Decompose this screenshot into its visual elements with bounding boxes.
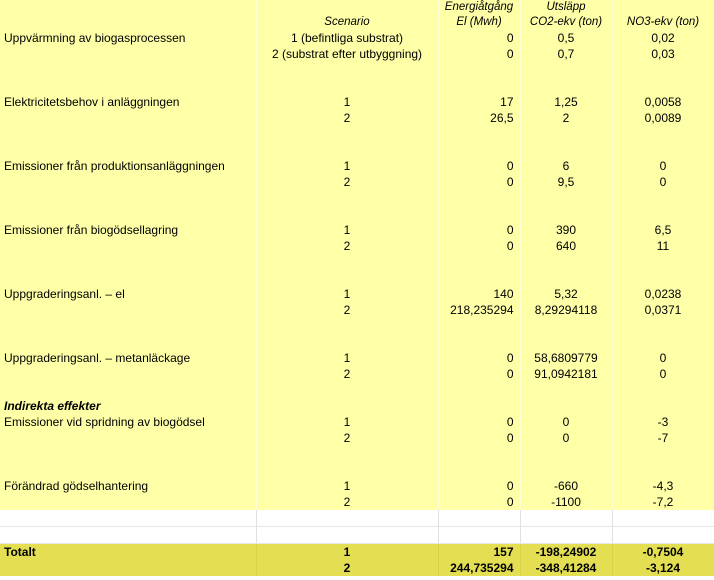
co2-cell[interactable]: 8,29294118 [520, 302, 612, 318]
empty-cell[interactable] [256, 462, 438, 478]
el-cell[interactable]: 0 [438, 350, 520, 366]
row-label[interactable]: Förändrad gödselhantering [0, 478, 256, 494]
empty-cell[interactable] [438, 142, 520, 158]
no3-cell[interactable]: -3 [612, 414, 714, 430]
blank-row [0, 190, 714, 206]
header-row-1 [0, 0, 714, 15]
no3-cell[interactable]: 0,0371 [612, 302, 714, 318]
empty-cell[interactable] [438, 190, 520, 206]
empty-cell[interactable] [256, 254, 438, 270]
table-row [0, 222, 714, 238]
el-cell[interactable]: 0 [438, 414, 520, 430]
empty-cell[interactable] [438, 126, 520, 142]
blank-row [0, 78, 714, 94]
blank-row [0, 382, 714, 398]
header-energy[interactable]: Energiåtgång [438, 0, 520, 15]
el-cell[interactable]: 218,235294 [438, 302, 520, 318]
header-el[interactable]: El (Mwh) [438, 15, 520, 30]
empty-cell[interactable] [520, 510, 612, 527]
empty-cell[interactable] [0, 126, 256, 142]
blank-row [0, 527, 714, 544]
no3-cell[interactable]: 0 [612, 350, 714, 366]
scenario-cell[interactable]: 1 [256, 544, 438, 561]
total-label[interactable]: Totalt [0, 544, 256, 561]
empty-cell[interactable] [0, 62, 256, 78]
empty-cell[interactable] [612, 334, 714, 350]
table-row [0, 158, 714, 174]
empty-cell[interactable] [520, 462, 612, 478]
empty-cell[interactable] [612, 126, 714, 142]
empty-cell[interactable] [520, 126, 612, 142]
empty-cell[interactable] [0, 462, 256, 478]
empty-cell[interactable] [438, 382, 520, 398]
empty-cell[interactable] [256, 382, 438, 398]
no3-cell[interactable]: 0,0238 [612, 286, 714, 302]
el-cell[interactable]: 17 [438, 94, 520, 110]
row-label[interactable]: Uppgraderingsanl. – el [0, 286, 256, 302]
header-blank[interactable] [0, 15, 256, 30]
co2-cell[interactable]: 640 [520, 238, 612, 254]
co2-cell[interactable]: 6 [520, 158, 612, 174]
empty-cell[interactable] [256, 270, 438, 286]
empty-cell[interactable] [0, 46, 256, 62]
scenario-cell[interactable]: 2 [256, 430, 438, 446]
blank-row [0, 510, 714, 527]
co2-cell[interactable]: 91,0942181 [520, 366, 612, 382]
table-row [0, 366, 714, 382]
empty-cell[interactable] [0, 110, 256, 126]
empty-cell[interactable] [438, 334, 520, 350]
empty-cell[interactable] [438, 318, 520, 334]
empty-cell[interactable] [612, 270, 714, 286]
empty-cell[interactable] [0, 366, 256, 382]
table-row [0, 30, 714, 46]
no3-cell[interactable]: -7 [612, 430, 714, 446]
empty-cell[interactable] [256, 142, 438, 158]
empty-cell[interactable] [612, 318, 714, 334]
empty-cell[interactable] [256, 446, 438, 462]
el-cell[interactable]: 0 [438, 478, 520, 494]
empty-cell[interactable] [520, 527, 612, 544]
empty-cell[interactable] [256, 126, 438, 142]
empty-cell[interactable] [0, 318, 256, 334]
empty-cell[interactable] [438, 78, 520, 94]
empty-cell[interactable] [0, 254, 256, 270]
scenario-cell[interactable]: 1 [256, 350, 438, 366]
el-cell[interactable]: 0 [438, 46, 520, 62]
no3-cell[interactable]: -4,3 [612, 478, 714, 494]
header-row-2 [0, 15, 714, 30]
el-cell[interactable]: 140 [438, 286, 520, 302]
scenario-cell[interactable]: 1 [256, 286, 438, 302]
no3-cell[interactable]: 11 [612, 238, 714, 254]
empty-cell[interactable] [612, 62, 714, 78]
empty-cell[interactable] [0, 430, 256, 446]
no3-cell[interactable]: -7,2 [612, 494, 714, 510]
empty-cell[interactable] [256, 78, 438, 94]
co2-cell[interactable]: -198,24902 [520, 544, 612, 561]
total-row [0, 560, 714, 576]
co2-cell[interactable]: 0 [520, 430, 612, 446]
empty-cell[interactable] [0, 446, 256, 462]
empty-cell[interactable] [0, 527, 256, 544]
table-row [0, 46, 714, 62]
co2-cell[interactable]: 1,25 [520, 94, 612, 110]
total-row [0, 544, 714, 561]
empty-cell[interactable] [520, 62, 612, 78]
scenario-cell[interactable]: 1 [256, 414, 438, 430]
row-label[interactable]: Uppvärmning av biogasprocessen [0, 30, 256, 46]
scenario-cell[interactable]: 2 [256, 302, 438, 318]
empty-cell[interactable] [0, 560, 256, 576]
empty-cell[interactable] [256, 318, 438, 334]
co2-cell[interactable]: 0 [520, 414, 612, 430]
co2-cell[interactable]: 9,5 [520, 174, 612, 190]
table-row [0, 302, 714, 318]
header-blank[interactable] [0, 0, 256, 15]
empty-cell[interactable] [612, 527, 714, 544]
empty-cell[interactable] [0, 190, 256, 206]
empty-cell[interactable] [0, 206, 256, 222]
table-row [0, 238, 714, 254]
empty-cell[interactable] [438, 462, 520, 478]
empty-cell[interactable] [438, 62, 520, 78]
empty-cell[interactable] [438, 446, 520, 462]
empty-cell[interactable] [0, 270, 256, 286]
el-cell[interactable]: 26,5 [438, 110, 520, 126]
indirect-heading[interactable]: Indirekta effekter [0, 398, 256, 414]
empty-cell[interactable] [520, 334, 612, 350]
el-cell[interactable]: 0 [438, 238, 520, 254]
el-cell[interactable]: 157 [438, 544, 520, 561]
scenario-cell[interactable]: 2 (substrat efter utbyggning) [256, 46, 438, 62]
empty-cell[interactable] [612, 142, 714, 158]
co2-cell[interactable]: 0,5 [520, 30, 612, 46]
row-label[interactable]: Emissioner från biogödsellagring [0, 222, 256, 238]
no3-cell[interactable]: 0,0058 [612, 94, 714, 110]
co2-cell[interactable]: 58,6809779 [520, 350, 612, 366]
el-cell[interactable]: 0 [438, 366, 520, 382]
row-label[interactable]: Emissioner vid spridning av biogödsel [0, 414, 256, 430]
empty-cell[interactable] [0, 238, 256, 254]
table-row [0, 478, 714, 494]
empty-cell[interactable] [256, 334, 438, 350]
no3-cell[interactable]: 0,0089 [612, 110, 714, 126]
table-row [0, 110, 714, 126]
el-cell[interactable]: 0 [438, 174, 520, 190]
blank-row [0, 334, 714, 350]
table-row [0, 94, 714, 110]
header-scenario[interactable]: Scenario [256, 15, 438, 30]
table-row [0, 174, 714, 190]
no3-cell[interactable]: 0 [612, 366, 714, 382]
empty-cell[interactable] [0, 382, 256, 398]
empty-cell[interactable] [520, 78, 612, 94]
co2-cell[interactable]: -660 [520, 478, 612, 494]
co2-cell[interactable]: 0,7 [520, 46, 612, 62]
empty-cell[interactable] [0, 334, 256, 350]
empty-cell[interactable] [612, 206, 714, 222]
blank-row [0, 142, 714, 158]
scenario-cell[interactable]: 1 (befintliga substrat) [256, 30, 438, 46]
row-label[interactable]: Uppgraderingsanl. – metanläckage [0, 350, 256, 366]
empty-cell[interactable] [438, 398, 520, 414]
empty-cell[interactable] [438, 270, 520, 286]
empty-cell[interactable] [0, 302, 256, 318]
table-row [0, 430, 714, 446]
empty-cell[interactable] [520, 206, 612, 222]
table-row [0, 286, 714, 302]
header-no3[interactable]: NO3-ekv (ton) [612, 15, 714, 30]
el-cell[interactable]: 0 [438, 30, 520, 46]
empty-cell[interactable] [0, 142, 256, 158]
header-blank[interactable] [256, 0, 438, 15]
empty-cell[interactable] [612, 190, 714, 206]
no3-cell[interactable]: 0 [612, 158, 714, 174]
header-co2[interactable]: CO2-ekv (ton) [520, 15, 612, 30]
empty-cell[interactable] [520, 382, 612, 398]
no3-cell[interactable]: 6,5 [612, 222, 714, 238]
empty-cell[interactable] [520, 318, 612, 334]
empty-cell[interactable] [438, 527, 520, 544]
el-cell[interactable]: 244,735294 [438, 560, 520, 576]
blank-row [0, 462, 714, 478]
scenario-cell[interactable]: 1 [256, 222, 438, 238]
scenario-cell[interactable]: 2 [256, 174, 438, 190]
empty-cell[interactable] [612, 254, 714, 270]
empty-cell[interactable] [256, 206, 438, 222]
table-row [0, 350, 714, 366]
blank-row [0, 62, 714, 78]
scenario-cell[interactable]: 2 [256, 494, 438, 510]
empty-cell[interactable] [438, 254, 520, 270]
el-cell[interactable]: 0 [438, 494, 520, 510]
blank-row [0, 270, 714, 286]
empty-cell[interactable] [438, 510, 520, 527]
blank-row [0, 318, 714, 334]
empty-cell[interactable] [256, 190, 438, 206]
row-label[interactable]: Elektricitetsbehov i anläggningen [0, 94, 256, 110]
table-row [0, 494, 714, 510]
empty-cell[interactable] [0, 510, 256, 527]
empty-cell[interactable] [520, 142, 612, 158]
empty-cell[interactable] [612, 446, 714, 462]
scenario-cell[interactable]: 2 [256, 560, 438, 576]
empty-cell[interactable] [612, 510, 714, 527]
scenario-cell[interactable]: 2 [256, 366, 438, 382]
scenario-cell[interactable]: 2 [256, 238, 438, 254]
scenario-cell[interactable]: 1 [256, 478, 438, 494]
empty-cell[interactable] [612, 382, 714, 398]
empty-cell[interactable] [0, 174, 256, 190]
empty-cell[interactable] [256, 398, 438, 414]
empty-cell[interactable] [0, 78, 256, 94]
no3-cell[interactable]: 0 [612, 174, 714, 190]
blank-row [0, 126, 714, 142]
co2-cell[interactable]: -1100 [520, 494, 612, 510]
co2-cell[interactable]: 390 [520, 222, 612, 238]
scenario-cell[interactable]: 1 [256, 94, 438, 110]
empty-cell[interactable] [256, 527, 438, 544]
empty-cell[interactable] [256, 510, 438, 527]
section-heading-row [0, 398, 714, 414]
scenario-cell[interactable]: 2 [256, 110, 438, 126]
empty-cell[interactable] [520, 254, 612, 270]
el-cell[interactable]: 0 [438, 222, 520, 238]
blank-row [0, 254, 714, 270]
empty-cell[interactable] [0, 494, 256, 510]
el-cell[interactable]: 0 [438, 158, 520, 174]
header-blank[interactable] [612, 0, 714, 15]
scenario-cell[interactable]: 1 [256, 158, 438, 174]
empty-cell[interactable] [520, 398, 612, 414]
row-label[interactable]: Emissioner från produktionsanläggningen [0, 158, 256, 174]
co2-cell[interactable]: 2 [520, 110, 612, 126]
empty-cell[interactable] [520, 446, 612, 462]
empty-cell[interactable] [612, 398, 714, 414]
empty-cell[interactable] [256, 62, 438, 78]
el-cell[interactable]: 0 [438, 430, 520, 446]
blank-row [0, 206, 714, 222]
table-row [0, 414, 714, 430]
co2-cell[interactable]: 5,32 [520, 286, 612, 302]
blank-row [0, 446, 714, 462]
empty-cell[interactable] [520, 270, 612, 286]
co2-cell[interactable]: -348,41284 [520, 560, 612, 576]
empty-cell[interactable] [612, 78, 714, 94]
empty-cell[interactable] [612, 462, 714, 478]
empty-cell[interactable] [438, 206, 520, 222]
empty-cell[interactable] [520, 190, 612, 206]
no3-cell[interactable]: -0,7504 [612, 544, 714, 561]
header-emissions[interactable]: Utsläpp [520, 0, 612, 15]
no3-cell[interactable]: 0,03 [612, 46, 714, 62]
no3-cell[interactable]: 0,02 [612, 30, 714, 46]
no3-cell[interactable]: -3,124 [612, 560, 714, 576]
